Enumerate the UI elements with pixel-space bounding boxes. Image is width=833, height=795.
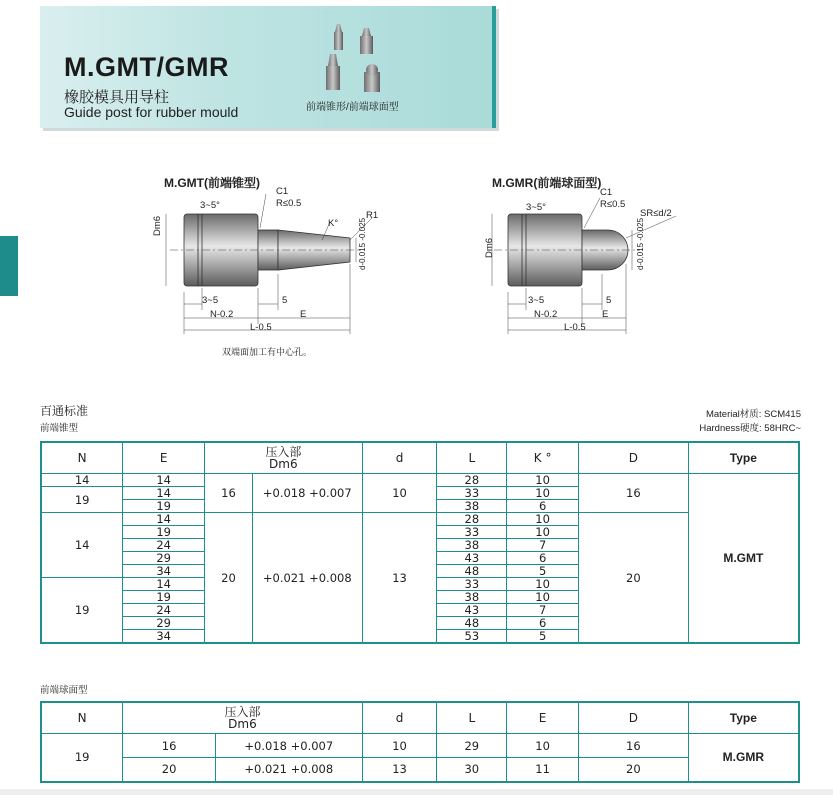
gmt-dim-l: L-0.5 — [250, 322, 272, 333]
header-press: 压入部 Dm6 — [123, 702, 362, 734]
tol-cell: +0.018 +0.007 — [215, 734, 362, 758]
side-tab — [0, 236, 18, 296]
tol-cell: +0.021 +0.008 — [215, 758, 362, 782]
e-cell: 24 — [123, 539, 205, 552]
gmr-dim-l: L-0.5 — [564, 322, 586, 333]
subtitle-cn: 橡胶模具用导柱 — [64, 89, 170, 106]
k-cell: 10 — [507, 487, 579, 500]
header-l: L — [437, 702, 507, 734]
product-photo-icon — [316, 22, 396, 96]
n-cell: 14 — [41, 474, 123, 487]
page-title: M.GMT/GMR — [64, 52, 229, 82]
gmr-d-tol: d-0.015 -0.025 — [636, 217, 645, 270]
gmt-d-tol: d-0.015 -0.025 — [358, 217, 367, 270]
e-cell: 34 — [123, 630, 205, 644]
section-title: 百通标准 — [40, 404, 89, 418]
header-type: Type — [688, 702, 799, 734]
dd-cell: 16 — [579, 734, 689, 758]
header-dd: D — [579, 442, 689, 474]
dm-cell: 20 — [123, 758, 216, 782]
type-cell: M.GMT — [688, 474, 799, 644]
gmt-angle: 3~5° — [200, 200, 220, 211]
gmr-dim-n: N-0.2 — [534, 309, 558, 320]
image-caption: 前端锥形/前端球面型 — [306, 102, 399, 113]
k-cell: 6 — [507, 500, 579, 513]
l-cell: 43 — [437, 552, 507, 565]
header-banner — [40, 6, 496, 128]
k-cell: 10 — [507, 578, 579, 591]
gmr-sr: SR≤d/2 — [640, 208, 672, 219]
gmr-chamfer: C1 — [600, 187, 613, 198]
l-cell: 48 — [437, 565, 507, 578]
n-cell: 19 — [41, 487, 123, 513]
header-n: N — [41, 702, 123, 734]
l-cell: 33 — [437, 487, 507, 500]
k-cell: 6 — [507, 617, 579, 630]
type-cell: M.GMR — [688, 734, 799, 782]
header-press: 压入部 Dm6 — [205, 442, 363, 474]
k-cell: 7 — [507, 604, 579, 617]
header-n: N — [41, 442, 123, 474]
tol-cell: +0.018 +0.007 — [252, 474, 362, 513]
header-d: d — [362, 702, 437, 734]
spec-table-gmr — [40, 701, 800, 783]
header-k: K ° — [507, 442, 579, 474]
gmt-dm: Dm6 — [152, 215, 163, 236]
e-cell: 19 — [123, 591, 205, 604]
drawing-gmt — [150, 184, 380, 344]
dm-cell: 16 — [205, 474, 253, 513]
gmt-r1: R1 — [366, 210, 379, 221]
e-cell: 14 — [123, 474, 205, 487]
d-cell: 10 — [362, 474, 437, 513]
gmr-dim-35: 3~5 — [528, 295, 545, 306]
gmt-dim-35: 3~5 — [202, 295, 219, 306]
dm-cell: 16 — [123, 734, 216, 758]
k-cell: 5 — [507, 630, 579, 644]
material-text: Material材质: SCM415 — [705, 409, 801, 420]
gmr-radius: R≤0.5 — [600, 199, 626, 210]
dm-cell: 20 — [205, 513, 253, 644]
l-cell: 38 — [437, 500, 507, 513]
header-l: L — [437, 442, 507, 474]
gmr-dim-5: 5 — [606, 295, 612, 306]
k-cell: 10 — [507, 513, 579, 526]
dd-cell: 20 — [579, 758, 689, 782]
dd-cell: 20 — [579, 513, 689, 644]
header-e: E — [507, 702, 579, 734]
tol-cell: +0.021 +0.008 — [252, 513, 362, 644]
d-cell: 13 — [362, 758, 437, 782]
n-cell: 14 — [41, 513, 123, 578]
section-subtitle-1: 前端锥型 — [40, 423, 79, 434]
subtitle-en: Guide post for rubber mould — [64, 104, 239, 120]
gmt-note: 双端面加工有中心孔。 — [222, 347, 313, 357]
n-cell: 19 — [41, 734, 123, 782]
k-cell: 10 — [507, 474, 579, 487]
page-footer-bar — [0, 789, 833, 795]
header-dd: D — [579, 702, 689, 734]
gmt-k: K° — [328, 218, 339, 229]
l-cell: 38 — [437, 591, 507, 604]
e-cell: 10 — [507, 734, 579, 758]
dd-cell: 16 — [579, 474, 689, 513]
l-cell: 33 — [437, 578, 507, 591]
e-cell: 34 — [123, 565, 205, 578]
l-cell: 28 — [437, 513, 507, 526]
n-cell: 19 — [41, 578, 123, 644]
k-cell: 5 — [507, 565, 579, 578]
l-cell: 43 — [437, 604, 507, 617]
e-cell: 29 — [123, 552, 205, 565]
gmr-angle: 3~5° — [526, 202, 546, 213]
header-d: d — [362, 442, 437, 474]
e-cell: 11 — [507, 758, 579, 782]
d-cell: 13 — [362, 513, 437, 644]
l-cell: 30 — [437, 758, 507, 782]
l-cell: 48 — [437, 617, 507, 630]
e-cell: 14 — [123, 513, 205, 526]
k-cell: 10 — [507, 591, 579, 604]
l-cell: 38 — [437, 539, 507, 552]
gmt-dim-5: 5 — [282, 295, 288, 306]
section-subtitle-2: 前端球面型 — [40, 685, 88, 696]
l-cell: 33 — [437, 526, 507, 539]
l-cell: 53 — [437, 630, 507, 644]
l-cell: 28 — [437, 474, 507, 487]
k-cell: 10 — [507, 526, 579, 539]
d-cell: 10 — [362, 734, 437, 758]
header-e: E — [123, 442, 205, 474]
header-type: Type — [688, 442, 799, 474]
gmt-dim-n: N-0.2 — [210, 309, 234, 320]
drawing-title-gmt: M.GMT(前端锥型) — [164, 176, 260, 190]
gmr-dim-e: E — [602, 309, 609, 320]
e-cell: 14 — [123, 578, 205, 591]
k-cell: 7 — [507, 539, 579, 552]
hardness-text: Hardness硬度: 58HRC~ — [699, 423, 801, 434]
l-cell: 29 — [437, 734, 507, 758]
e-cell: 24 — [123, 604, 205, 617]
e-cell: 14 — [123, 487, 205, 500]
spec-table-gmt — [40, 441, 800, 644]
e-cell: 29 — [123, 617, 205, 630]
e-cell: 19 — [123, 500, 205, 513]
gmr-dm: Dm6 — [484, 237, 495, 258]
k-cell: 6 — [507, 552, 579, 565]
gmt-chamfer: C1 — [276, 186, 289, 197]
drawing-title-gmr: M.GMR(前端球面型) — [492, 176, 602, 190]
gmt-dim-e: E — [300, 309, 307, 320]
gmt-radius: R≤0.5 — [276, 198, 302, 209]
e-cell: 19 — [123, 526, 205, 539]
